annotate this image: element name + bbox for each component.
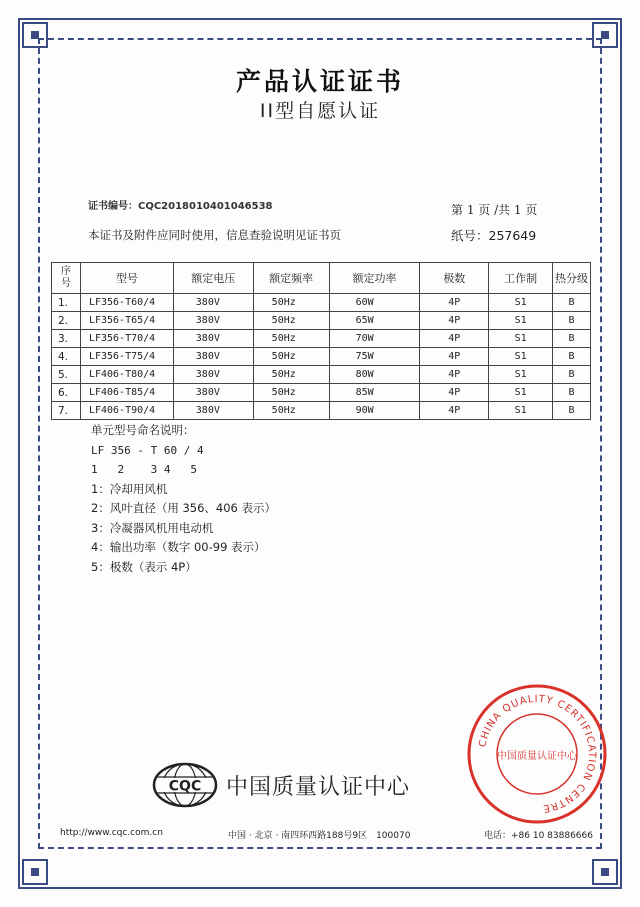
cell-poles: 4P — [420, 366, 489, 384]
footer-telephone: 电话：+86 10 83886666 — [484, 831, 593, 841]
header-voltage: 额定电压 — [173, 263, 253, 294]
header-power: 额定功率 — [329, 263, 420, 294]
logo-text: CQC — [168, 778, 202, 795]
cell-duty: S1 — [489, 294, 553, 312]
cell-index: 4. — [52, 348, 81, 366]
table-row — [52, 312, 591, 330]
cell-frequency: 50Hz — [253, 294, 329, 312]
cell-frequency: 50Hz — [253, 366, 329, 384]
cell-power: 65W — [329, 312, 420, 330]
cell-frequency: 50Hz — [253, 384, 329, 402]
naming-item: 3：冷凝器风机用电动机 — [91, 520, 214, 535]
cell-poles: 4P — [420, 330, 489, 348]
cell-power: 80W — [329, 366, 420, 384]
cell-duty: S1 — [489, 402, 553, 420]
naming-item: 4：输出功率（数字 00-99 表示） — [91, 540, 266, 554]
footer-address: 中国 · 北京 · 南四环西路188号9区 100070 — [228, 831, 411, 841]
cell-thermal-class: B — [553, 348, 591, 366]
header-thermal-class: 热分级 — [553, 263, 591, 294]
cell-model: LF356-T60/4 — [80, 294, 173, 312]
issuer-name: 中国质量认证中心 — [226, 775, 411, 800]
seal-center-text: 中国质量认证中心 — [497, 751, 577, 762]
cell-index: 2. — [52, 312, 81, 330]
paper-number: 纸号：257649 — [451, 228, 537, 243]
cell-voltage: 380V — [173, 366, 253, 384]
cell-index: 1. — [52, 294, 81, 312]
cell-power: 85W — [329, 384, 420, 402]
cell-model: LF406-T85/4 — [80, 384, 173, 402]
table-row — [52, 294, 591, 312]
cell-power: 70W — [329, 330, 420, 348]
cell-index: 3. — [52, 330, 81, 348]
table-row — [52, 402, 591, 420]
naming-indices: 1 2 3 4 5 — [91, 463, 197, 476]
cell-thermal-class: B — [553, 294, 591, 312]
header-model: 型号 — [80, 263, 173, 294]
cell-duty: S1 — [489, 348, 553, 366]
cell-duty: S1 — [489, 366, 553, 384]
usage-notice: 本证书及附件应同时使用，信息查验说明见证书页 — [88, 228, 341, 242]
naming-item: 1：冷却用风机 — [91, 481, 168, 496]
footer-website[interactable]: http://www.cqc.com.cn — [60, 828, 163, 838]
header-frequency: 额定频率 — [253, 263, 329, 294]
cell-model: LF406-T80/4 — [80, 366, 173, 384]
cell-power: 60W — [329, 294, 420, 312]
document-subtitle: II型自愿认证 — [259, 100, 381, 122]
corner-ornament — [22, 859, 48, 885]
cell-thermal-class: B — [553, 402, 591, 420]
page-info: 第 1 页 /共 1 页 — [451, 203, 538, 217]
cell-voltage: 380V — [173, 384, 253, 402]
cell-voltage: 380V — [173, 294, 253, 312]
cell-model: LF356-T70/4 — [80, 330, 173, 348]
table-row — [52, 348, 591, 366]
naming-heading: 单元型号命名说明： — [91, 423, 195, 437]
table-row — [52, 330, 591, 348]
cell-model: LF406-T90/4 — [80, 402, 173, 420]
table-header-row — [52, 263, 591, 294]
cell-index: 7. — [52, 402, 81, 420]
header-duty: 工作制 — [489, 263, 553, 294]
seal-ring-text: CHINA QUALITY CERTIFICATION CENTRE — [477, 693, 598, 814]
cell-power: 90W — [329, 402, 420, 420]
cell-model: LF356-T75/4 — [80, 348, 173, 366]
cell-frequency: 50Hz — [253, 402, 329, 420]
table-row — [52, 384, 591, 402]
cell-voltage: 380V — [173, 348, 253, 366]
cell-thermal-class: B — [553, 312, 591, 330]
naming-pattern: LF 356 - T 60 / 4 — [91, 443, 204, 457]
cqc-logo-icon — [152, 762, 218, 808]
cell-poles: 4P — [420, 294, 489, 312]
naming-item: 5：极数（表示 4P） — [91, 559, 197, 574]
cell-voltage: 380V — [173, 402, 253, 420]
certificate-number: 证书编号：CQC2018010401046538 — [88, 201, 273, 212]
cell-frequency: 50Hz — [253, 312, 329, 330]
cell-poles: 4P — [420, 312, 489, 330]
corner-ornament — [592, 859, 618, 885]
cell-poles: 4P — [420, 348, 489, 366]
cell-poles: 4P — [420, 384, 489, 402]
document-title: 产品认证证书 — [235, 67, 404, 96]
cell-frequency: 50Hz — [253, 348, 329, 366]
table-row — [52, 366, 591, 384]
corner-ornament — [592, 22, 618, 48]
cell-power: 75W — [329, 348, 420, 366]
header-poles: 极数 — [420, 263, 489, 294]
cell-voltage: 380V — [173, 330, 253, 348]
model-naming-explanation — [91, 421, 276, 577]
cell-duty: S1 — [489, 330, 553, 348]
cell-voltage: 380V — [173, 312, 253, 330]
cell-thermal-class: B — [553, 366, 591, 384]
naming-item: 2：风叶直径（用 356、406 表示） — [91, 501, 277, 515]
cell-thermal-class: B — [553, 330, 591, 348]
cell-frequency: 50Hz — [253, 330, 329, 348]
cell-thermal-class: B — [553, 384, 591, 402]
cell-model: LF356-T65/4 — [80, 312, 173, 330]
cell-duty: S1 — [489, 312, 553, 330]
cell-index: 5. — [52, 366, 81, 384]
certification-seal — [466, 683, 608, 825]
model-table — [51, 262, 591, 420]
corner-ornament — [22, 22, 48, 48]
cell-index: 6. — [52, 384, 81, 402]
cell-duty: S1 — [489, 384, 553, 402]
cell-poles: 4P — [420, 402, 489, 420]
header-index: 序号 — [52, 263, 81, 294]
